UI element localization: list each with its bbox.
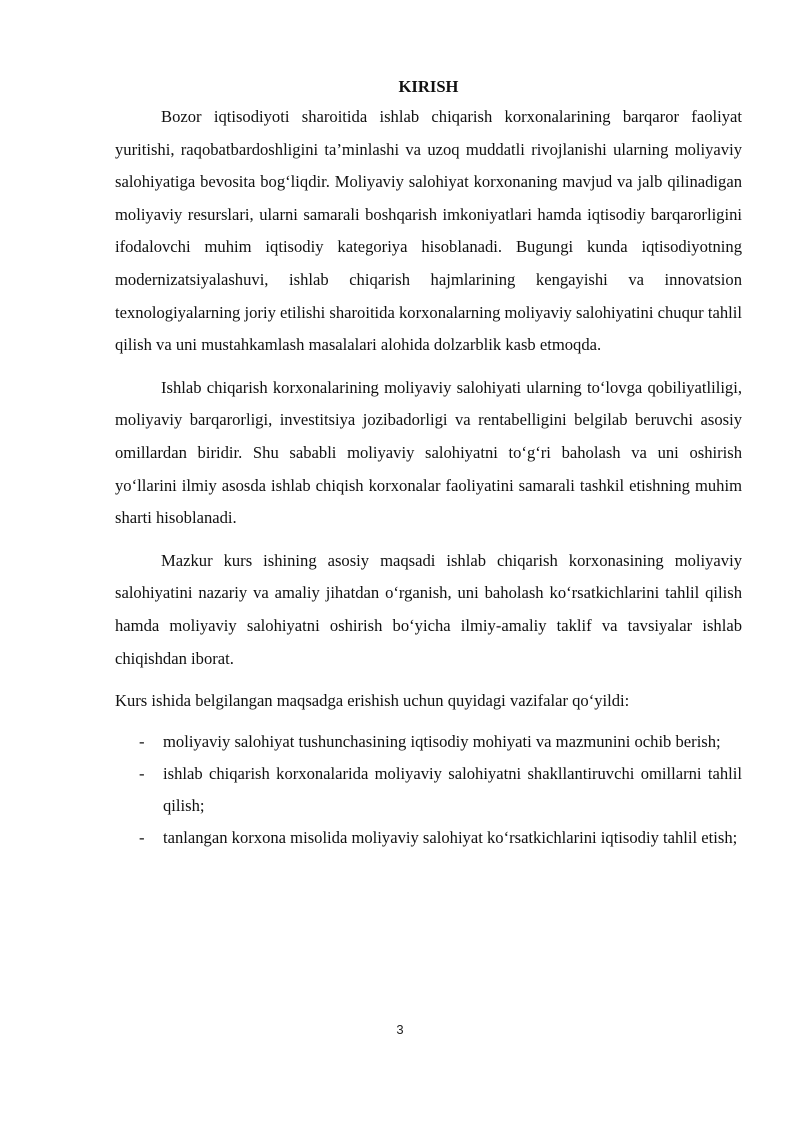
list-item <box>115 822 742 854</box>
page-body <box>115 73 742 854</box>
list-item <box>115 758 742 822</box>
dash-marker: - <box>139 827 145 847</box>
task-text: tanlangan korxona misolida moliyaviy salohiyat ko‘rsatkichlarini iqtisodiy tahlil etish; <box>163 827 738 847</box>
dash-marker: - <box>139 763 145 783</box>
paragraph-importance: Ishlab chiqarish korxonalarining moliyaviy salohiyati ularning to‘lovga qobiliyatliligi, moliyaviy barqarorligi, investitsiya jozibadorligi va rentabelligini belgilab beruvchi asosiy omillardan biridir. Shu sababli moliyaviy salohiyatni to‘g‘ri baholash va uni oshirish yo‘llarini ilmiy asosda ishlab chiqish korxonalar faoliyatini samarali tashkil etishning muhim sharti hisoblanadi. <box>115 377 742 528</box>
paragraph-goal: Mazkur kurs ishining asosiy maqsadi ishlab chiqarish korxonasining moliyaviy salohiyatini nazariy va amaliy jihatdan o‘rganish, uni baholash ko‘rsatkichlarini tahlil qilish hamda moliyaviy salohiyatni oshirish bo‘yicha ilmiy-amaliy taklif va tavsiyalar ishlab chiqishdan iborat. <box>115 550 742 668</box>
dash-marker: - <box>139 731 145 751</box>
task-text: ishlab chiqarish korxonalarida moliyaviy salohiyatni shakllantiruvchi omillarni tahlil qilish; <box>163 763 742 815</box>
section-heading: KIRISH <box>398 77 459 96</box>
task-text: moliyaviy salohiyat tushunchasining iqtisodiy mohiyati va mazmunini ochib berish; <box>163 731 721 751</box>
paragraph-intro: Bozor iqtisodiyoti sharoitida ishlab chiqarish korxonalarining barqaror faoliyat yuritishi, raqobatbardoshligini ta’minlashi va uzoq muddatli rivojlanishi ularning moliyaviy salohiyatiga bevosita bog‘liqdir. Moliyaviy salohiyat korxonaning mavjud va jalb qilinadigan moliyaviy resurslari, ularni samarali boshqarish imkoniyatlari hamda iqtisodiy barqarorligini ifodalovchi muhim iqtisodiy kategoriya hisoblanadi. Bugungi kunda iqtisodiyotning modernizatsiyalashuvi, ishlab chiqarish hajmlarining kengayishi va innovatsion texnologiyalarning joriy etilishi sharoitida korxonalarning moliyaviy salohiyatini chuqur tahlil qilish va uni mustahkamlash masalalari alohida dolzarblik kasb etmoqda. <box>115 107 742 355</box>
list-item <box>115 726 742 758</box>
page-number: 3 <box>396 1022 404 1037</box>
tasks-intro: Kurs ishida belgilangan maqsadga erishish uchun quyidagi vazifalar qo‘yildi: <box>115 691 630 711</box>
task-list <box>115 726 742 854</box>
